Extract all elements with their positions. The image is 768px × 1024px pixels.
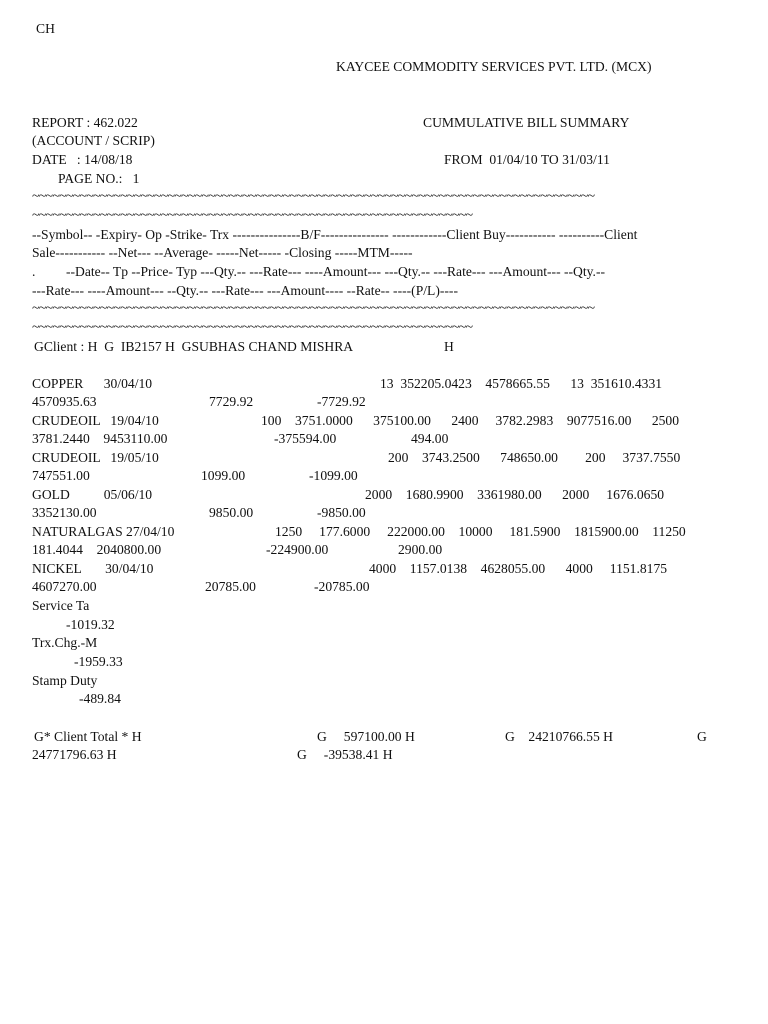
separator-line: ~~~~~~~~~~~~~~~~~~~~~~~~~~~~~~~~~~~~~~~~~~~~~~~~~~~~~~~~~~~~~~~~~~~~~~~~~~~~~~~~~~~ [32, 301, 595, 316]
row-values: 181.4044 2040800.00 [32, 542, 162, 557]
charge-label: Service Ta [32, 598, 90, 613]
row-net-amount: -224900.00 [266, 542, 329, 557]
row-values: 200 3743.2500 748650.00 200 3737.7550 [388, 450, 681, 465]
row-net-amount: 9850.00 [209, 505, 254, 520]
row-net-amount: 20785.00 [205, 579, 256, 594]
row-mtm: -20785.00 [314, 579, 370, 594]
row-symbol: NATURALGAS 27/04/10 [32, 524, 175, 539]
charge-label: Trx.Chg.-M [32, 635, 98, 650]
client-total-value: G 597100.00 H [317, 729, 415, 744]
separator-line: ~~~~~~~~~~~~~~~~~~~~~~~~~~~~~~~~~~~~~~~~~~~~~~~~~~~~~~~~~~~~~~~~~~~~~~~~~~~~~~~~~~~ [32, 189, 595, 204]
row-symbol: NICKEL 30/04/10 [32, 561, 154, 576]
client-total-value: 24771796.63 H [32, 747, 117, 762]
report-date: DATE : 14/08/18 [32, 152, 133, 167]
page-number: PAGE NO.: 1 [58, 171, 140, 186]
client-total-marker: G [697, 729, 707, 744]
column-header-line: Sale----------- --Net--- --Average- -----Net----- -Closing -----MTM----- [32, 245, 413, 260]
charge-value: -1959.33 [74, 654, 123, 669]
row-symbol: COPPER 30/04/10 [32, 376, 153, 391]
report-period: FROM 01/04/10 TO 31/03/11 [444, 152, 610, 167]
row-net-amount: 1099.00 [201, 468, 246, 483]
company-name: KAYCEE COMMODITY SERVICES PVT. LTD. (MCX) [336, 59, 652, 74]
row-mtm: -9850.00 [317, 505, 366, 520]
row-values: 2000 1680.9900 3361980.00 2000 1676.0650 [365, 487, 665, 502]
row-net-amount: 7729.92 [209, 394, 254, 409]
separator-line: ~~~~~~~~~~~~~~~~~~~~~~~~~~~~~~~~~~~~~~~~~~~~~~~~~~~~~~~~~~~~~~~~~ [32, 208, 473, 223]
report-number: REPORT : 462.022 [32, 115, 138, 130]
row-net-amount: -375594.00 [274, 431, 337, 446]
row-values: 1250 177.6000 222000.00 10000 181.5900 1815900.00 11250 [275, 524, 686, 539]
row-values: 4570935.63 [32, 394, 97, 409]
client-suffix: H [444, 339, 454, 354]
row-mtm: -7729.92 [317, 394, 366, 409]
row-mtm: -1099.00 [309, 468, 358, 483]
row-mtm: 494.00 [411, 431, 449, 446]
column-header-line: ---Rate--- ----Amount--- --Qty.-- ---Rate--- ---Amount---- --Rate-- ----(P/L)---- [32, 283, 458, 298]
column-header-line: . --Date-- Tp --Price- Typ ---Qty.-- ---Rate--- ----Amount--- ---Qty.-- ---Rate--- ---Amount--- --Qty.-- [32, 264, 606, 279]
row-values: 4000 1157.0138 4628055.00 4000 1151.8175 [369, 561, 668, 576]
row-symbol: CRUDEOIL 19/04/10 [32, 413, 159, 428]
client-label: GClient : H G IB2157 H GSUBHAS CHAND MISHRA [34, 339, 354, 354]
row-symbol: GOLD 05/06/10 [32, 487, 153, 502]
charge-value: -489.84 [79, 691, 121, 706]
charge-value: -1019.32 [66, 617, 115, 632]
row-values: 100 3751.0000 375100.00 2400 3782.2983 9077516.00 2500 [261, 413, 680, 428]
row-values: 747551.00 [32, 468, 90, 483]
client-total-value: G 24210766.55 H [505, 729, 613, 744]
column-header-line: --Symbol-- -Expiry- Op -Strike- Trx ---------------B/F--------------- ------------Client Buy----------- ----------Client [32, 227, 638, 242]
client-total-label: G* Client Total * H [34, 729, 142, 744]
separator-line: ~~~~~~~~~~~~~~~~~~~~~~~~~~~~~~~~~~~~~~~~~~~~~~~~~~~~~~~~~~~~~~~~~ [32, 320, 473, 335]
report-title: CUMMULATIVE BILL SUMMARY [423, 115, 630, 130]
charge-label: Stamp Duty [32, 673, 98, 688]
row-values: 3781.2440 9453110.00 [32, 431, 168, 446]
client-total-value: G -39538.41 H [297, 747, 393, 762]
report-subtitle: (ACCOUNT / SCRIP) [32, 133, 155, 148]
row-values: 4607270.00 [32, 579, 97, 594]
row-values: 3352130.00 [32, 505, 97, 520]
row-values: 13 352205.0423 4578665.55 13 351610.4331 [380, 376, 663, 391]
corner-code: CH [36, 21, 55, 36]
row-symbol: CRUDEOIL 19/05/10 [32, 450, 159, 465]
row-mtm: 2900.00 [398, 542, 443, 557]
